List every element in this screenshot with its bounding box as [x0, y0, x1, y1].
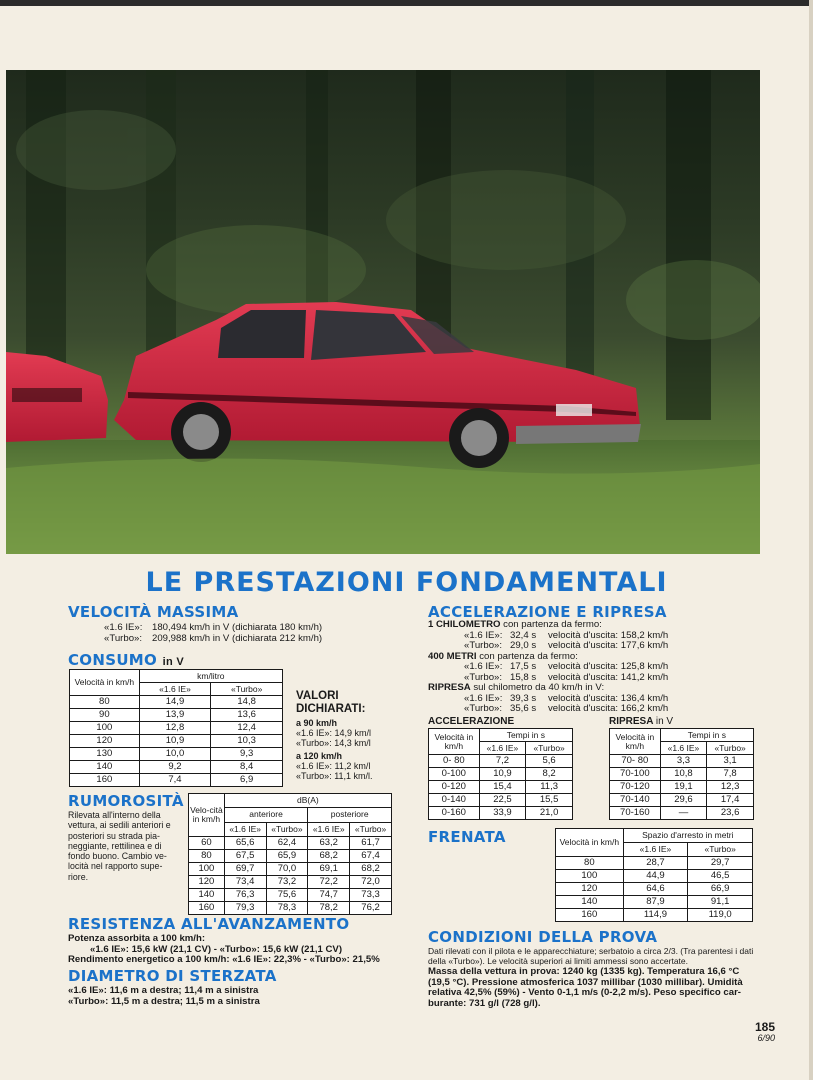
cell: 79,3 [224, 902, 266, 915]
velocita-value: 209,988 km/h in V (dichiarata 212 km/h) [152, 632, 323, 644]
table-row [70, 774, 283, 787]
cell: 64,6 [623, 883, 688, 896]
velocita-row [104, 623, 404, 634]
cell: 8,4 [211, 761, 283, 774]
cell: 29,7 [688, 857, 753, 870]
rumorosita-col-front: anteriore [224, 808, 308, 822]
cell: 70-160 [610, 807, 661, 820]
cell: 100 [556, 870, 624, 883]
table-row [70, 735, 283, 748]
rumorosita-col-speed: Velo-cità in km/h [189, 794, 225, 837]
cell: 10,9 [139, 735, 211, 748]
cell: 0- 80 [429, 755, 480, 768]
condizioni-line: burante: 731 g/l (728 g/l). [428, 997, 541, 1009]
consumo-heading [68, 651, 184, 669]
table-row [429, 755, 573, 768]
cell: 70-120 [610, 781, 661, 794]
row-exit: velocità d'uscita: 158,2 km/h [548, 629, 669, 641]
cell: 90 [70, 709, 140, 722]
row-label: «Turbo»: [464, 671, 503, 683]
cell: 12,8 [139, 722, 211, 735]
table-row [189, 889, 392, 902]
velocita-row [104, 634, 404, 645]
cell: 28,7 [623, 857, 688, 870]
table-row [610, 807, 754, 820]
cell: 22,5 [479, 794, 526, 807]
velocita-list [104, 623, 404, 644]
cell: 73,3 [350, 889, 392, 902]
frenata-col-a: «1.6 IE» [623, 843, 688, 857]
cell: 69,1 [308, 863, 350, 876]
cell: 67,5 [224, 850, 266, 863]
rip-col-group: Tempi in s [660, 729, 753, 742]
rumorosita-col-a: «1.6 IE» [224, 822, 266, 836]
rumorosita-table [188, 793, 392, 915]
cell: 9,2 [139, 761, 211, 774]
table-row [189, 902, 392, 915]
cell: 12,3 [707, 781, 754, 794]
diametro-text [68, 986, 260, 1007]
cell: 160 [70, 774, 140, 787]
cell: 70,0 [266, 863, 308, 876]
cell: 80 [556, 857, 624, 870]
condizioni-note [428, 946, 753, 966]
list-item [428, 620, 758, 631]
cell: 140 [189, 889, 225, 902]
rumorosita-note [68, 810, 186, 882]
acc-col-a: «1.6 IE» [479, 742, 526, 755]
cell: 100 [70, 722, 140, 735]
row-exit: velocità d'uscita: 125,8 km/h [548, 661, 669, 672]
cell: 73,2 [266, 876, 308, 889]
rumorosita-col-b: «Turbo» [266, 822, 308, 836]
cell: 5,6 [526, 755, 573, 768]
cell: 78,2 [308, 902, 350, 915]
resistenza-text [68, 934, 380, 966]
cell: 17,4 [707, 794, 754, 807]
consumo-col-group: km/litro [139, 670, 282, 683]
note-line: vettura, ai sedili anteriori e [68, 820, 171, 831]
rumorosita-col-a: «1.6 IE» [308, 822, 350, 836]
row-label: «1.6 IE»: [464, 661, 503, 672]
note-line: Dati rilevati con il pilota e le apparecchiature; serbatoio a circa 2/3. (Tra parentesi i dati [428, 946, 754, 956]
list-item [428, 704, 758, 715]
diametro-line: «Turbo»: 11,5 m a destra; 11,5 m a sinistra [68, 995, 260, 1007]
cell: 19,1 [660, 781, 707, 794]
row-exit: velocità d'uscita: 166,2 km/h [548, 703, 669, 714]
car-illustration [6, 70, 760, 554]
cell: 70-100 [610, 768, 661, 781]
rip-col-a: «1.6 IE» [660, 742, 707, 755]
cell: 10,8 [660, 768, 707, 781]
table-row [610, 781, 754, 794]
note-line: Rilevata all'interno della [68, 810, 161, 820]
page-edge [809, 0, 813, 1080]
row-time: 29,0 s [510, 640, 537, 651]
issue-number: 6/90 [757, 1033, 775, 1043]
cell: 61,7 [350, 837, 392, 850]
row-exit: velocità d'uscita: 136,4 km/h [548, 692, 669, 704]
resistenza-line: Rendimento energetico a 100 km/h: «1.6 IE»: 22,3% - «Turbo»: 21,5% [68, 954, 380, 965]
table-row [70, 748, 283, 761]
rumorosita-col-group: dB(A) [224, 794, 391, 808]
cell: 65,9 [266, 850, 308, 863]
cell: 21,0 [526, 807, 573, 820]
valori-120-label: a 120 km/h [296, 751, 343, 761]
resistenza-line: Potenza assorbita a 100 km/h: [68, 933, 206, 944]
cell: 100 [189, 863, 225, 876]
rip-table-title: RIPRESA [609, 716, 654, 727]
row-time: 32,4 s [510, 629, 537, 641]
cell: 10,3 [211, 735, 283, 748]
cell: 6,9 [211, 774, 283, 787]
valori-120-b: «Turbo»: 11,1 km/l. [296, 771, 373, 781]
cell: 80 [189, 850, 225, 863]
row-time: 39,3 s [510, 692, 537, 704]
cell: 23,6 [707, 807, 754, 820]
table-row [556, 870, 753, 883]
note-line: riore. [68, 871, 89, 882]
rip-rest: sul chilometro da 40 km/h in V: [470, 682, 605, 693]
cell: 114,9 [623, 909, 688, 922]
cell: 0-100 [429, 768, 480, 781]
cell: 14,8 [211, 696, 283, 709]
note-line: fondo buono. Cambio ve- [68, 851, 167, 862]
rip-table-sub: in V [655, 716, 674, 727]
valori-90-label: a 90 km/h [296, 718, 338, 728]
consumo-table [69, 669, 283, 787]
table-row [556, 857, 753, 870]
cell: 13,9 [139, 709, 211, 722]
note-line: della «Turbo»). Le velocità superiori ai limiti ammessi sono accertate. [428, 956, 688, 966]
page-number: 185 [754, 1020, 775, 1034]
cell: 91,1 [688, 896, 753, 909]
frenata-table [555, 828, 753, 922]
table-row [70, 761, 283, 774]
acc-col-speed: Velocità in km/h [429, 729, 480, 755]
cell: 15,4 [479, 781, 526, 794]
valori-heading-2: DICHIARATI: [296, 703, 366, 715]
row-label: «1.6 IE»: [464, 629, 503, 641]
cell: 120 [556, 883, 624, 896]
accelerazione-list [428, 620, 758, 715]
frenata-col-group: Spazio d'arresto in metri [623, 829, 752, 843]
valori-list [296, 718, 373, 781]
cell: 14,9 [139, 696, 211, 709]
diametro-line: «1.6 IE»: 11,6 m a destra; 11,4 m a sinistra [68, 985, 259, 996]
accelerazione-table [428, 728, 573, 820]
cell: 33,9 [479, 807, 526, 820]
row-label: «Turbo»: [464, 703, 503, 714]
cell: 72,0 [350, 876, 392, 889]
row-time: 35,6 s [510, 703, 537, 714]
velocita-label: «Turbo»: [104, 632, 143, 644]
table-row [556, 883, 753, 896]
cell: 130 [70, 748, 140, 761]
m400-title: 400 METRI [428, 650, 477, 662]
table-row [429, 781, 573, 794]
cell: 68,2 [308, 850, 350, 863]
cell: 0-160 [429, 807, 480, 820]
condizioni-heading: CONDIZIONI DELLA PROVA [428, 928, 658, 946]
table-row [70, 722, 283, 735]
cell: 13,6 [211, 709, 283, 722]
cell: 120 [189, 876, 225, 889]
km-rest: con partenza da fermo: [500, 619, 602, 630]
acc-col-group: Tempi in s [479, 729, 572, 742]
cell: 8,2 [526, 768, 573, 781]
cell: 11,3 [526, 781, 573, 794]
m400-rest: con partenza da fermo: [476, 650, 578, 662]
table-row [429, 807, 573, 820]
cell: 66,9 [688, 883, 753, 896]
resistenza-line: «1.6 IE»: 15,6 kW (21,1 CV) - «Turbo»: 15,6 kW (21,1 CV) [90, 943, 343, 955]
table-row [429, 768, 573, 781]
cell: 72,2 [308, 876, 350, 889]
consumo-sub: in V [162, 656, 184, 668]
cell: 76,2 [350, 902, 392, 915]
cell: 0-140 [429, 794, 480, 807]
rip-title: RIPRESA [428, 682, 471, 693]
page-title: LE PRESTAZIONI FONDAMENTALI [145, 567, 668, 598]
cell: 70- 80 [610, 755, 661, 768]
cell: 160 [556, 909, 624, 922]
cell: 3,3 [660, 755, 707, 768]
cell: 80 [70, 696, 140, 709]
cell: 62,4 [266, 837, 308, 850]
table-row [429, 794, 573, 807]
table-row [610, 794, 754, 807]
note-line: locità nel rapporto supe- [68, 861, 163, 872]
table-row [70, 709, 283, 722]
cell: 29,6 [660, 794, 707, 807]
cell: 160 [189, 902, 225, 915]
table-row [610, 755, 754, 768]
velocita-heading: VELOCITÀ MASSIMA [68, 603, 239, 621]
table-row [610, 768, 754, 781]
condizioni-line: (19,5 °C). Pressione atmosferica 1037 millibar (1030 millibar). Umidità [428, 976, 743, 988]
list-item [428, 662, 758, 673]
consumo-title: CONSUMO [68, 651, 158, 669]
cell: 10,0 [139, 748, 211, 761]
resistenza-heading: RESISTENZA ALL'AVANZAMENTO [68, 915, 350, 933]
table-row [189, 876, 392, 889]
cell: 9,3 [211, 748, 283, 761]
valori-90-b: «Turbo»: 14,3 km/l [296, 738, 371, 748]
cell: 7,4 [139, 774, 211, 787]
condizioni-text [428, 967, 743, 1009]
rumorosita-col-b: «Turbo» [350, 822, 392, 836]
cell: 68,2 [350, 863, 392, 876]
consumo-col-a: «1.6 IE» [139, 683, 211, 696]
cell: 119,0 [688, 909, 753, 922]
rip-col-b: «Turbo» [707, 742, 754, 755]
cell: 44,9 [623, 870, 688, 883]
condizioni-line: relativa 42,5% (59%) - Vento 0-1,1 m/s (0-2,2 m/s). Peso specifico car- [428, 987, 742, 999]
row-exit: velocità d'uscita: 177,6 km/h [548, 640, 669, 651]
table-row [70, 696, 283, 709]
cell: 78,3 [266, 902, 308, 915]
cell: 120 [70, 735, 140, 748]
table-row [556, 909, 753, 922]
valori-heading [296, 690, 365, 716]
cell: 15,5 [526, 794, 573, 807]
valori-90-a: «1.6 IE»: 14,9 km/l [296, 728, 372, 738]
row-time: 15,8 s [510, 671, 537, 683]
note-line: posteriori su strada pia- [68, 830, 160, 841]
cell: 3,1 [707, 755, 754, 768]
cell: 46,5 [688, 870, 753, 883]
row-label: «1.6 IE»: [464, 692, 503, 704]
cell: 67,4 [350, 850, 392, 863]
cell: 0-120 [429, 781, 480, 794]
row-time: 17,5 s [510, 661, 537, 672]
cell: 76,3 [224, 889, 266, 902]
cell: 12,4 [211, 722, 283, 735]
acc-col-b: «Turbo» [526, 742, 573, 755]
frenata-col-b: «Turbo» [688, 843, 753, 857]
rip-col-speed: Velocità in km/h [610, 729, 661, 755]
cell: — [660, 807, 707, 820]
rip-table-heading [609, 716, 673, 727]
consumo-col-b: «Turbo» [211, 683, 283, 696]
cell: 74,7 [308, 889, 350, 902]
row-exit: velocità d'uscita: 141,2 km/h [548, 671, 669, 683]
acc-table-heading: ACCELERAZIONE [428, 716, 515, 727]
consumo-col-speed: Velocità in km/h [70, 670, 140, 696]
cell: 140 [556, 896, 624, 909]
list-item [428, 683, 758, 694]
cell: 7,2 [479, 755, 526, 768]
km-title: 1 CHILOMETRO [428, 619, 501, 630]
frenata-heading: FRENATA [428, 828, 506, 846]
valori-120-a: «1.6 IE»: 11,2 km/l [296, 761, 371, 771]
velocita-value: 180,494 km/h in V (dichiarata 180 km/h) [152, 622, 323, 633]
cell: 69,7 [224, 863, 266, 876]
rumorosita-col-rear: posteriore [308, 808, 392, 822]
velocita-label: «1.6 IE»: [104, 622, 143, 633]
cell: 70-140 [610, 794, 661, 807]
rumorosita-heading: RUMOROSITÀ [68, 792, 184, 810]
cell: 87,9 [623, 896, 688, 909]
valori-heading-1: VALORI [296, 690, 339, 702]
cell: 63,2 [308, 837, 350, 850]
table-row [189, 837, 392, 850]
table-row [189, 850, 392, 863]
table-row [556, 896, 753, 909]
table-row [189, 863, 392, 876]
cell: 75,6 [266, 889, 308, 902]
car-photo [6, 70, 760, 554]
cell: 73,4 [224, 876, 266, 889]
note-line: neggiante, rettilinea e di [68, 840, 162, 851]
cell: 7,8 [707, 768, 754, 781]
diametro-heading: DIAMETRO DI STERZATA [68, 967, 277, 985]
accelerazione-heading: ACCELERAZIONE E RIPRESA [428, 603, 667, 621]
cell: 65,6 [224, 837, 266, 850]
cell: 60 [189, 837, 225, 850]
top-edge [0, 0, 813, 6]
cell: 10,9 [479, 768, 526, 781]
cell: 140 [70, 761, 140, 774]
condizioni-line: Massa della vettura in prova: 1240 kg (1335 kg). Temperatura 16,6 °C [428, 966, 740, 977]
frenata-col-speed: Velocità in km/h [556, 829, 624, 857]
row-label: «Turbo»: [464, 640, 503, 651]
ripresa-table [609, 728, 754, 820]
